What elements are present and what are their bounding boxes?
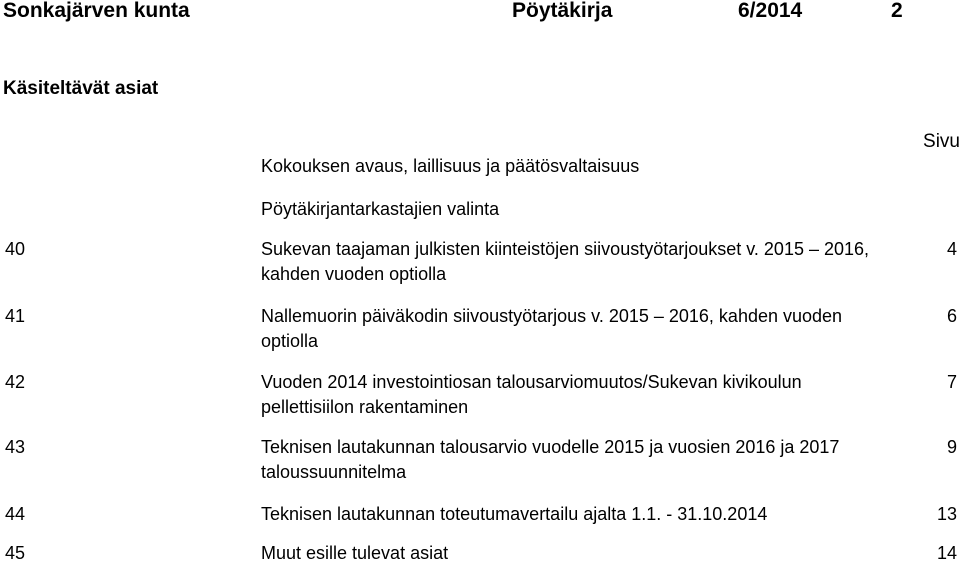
item-number: 45 [5,543,26,563]
item-title: Muut esille tulevat asiat [261,543,449,563]
section-title: Käsiteltävät asiat [3,78,159,99]
item-title: Teknisen lautakunnan toteutumavertailu ajalta 1.1. - 31.10.2014 [261,504,768,524]
item-number: 42 [5,372,26,392]
item-number: 40 [5,239,26,259]
page-number: 2 [891,0,903,22]
item-page: 14 [936,543,957,563]
item-title: Teknisen lautakunnan talousarvio vuodelle 2015 ja vuosien 2016 ja 2017 taloussuunnitelma [261,437,840,482]
item-page: 7 [946,372,957,392]
item-page: 13 [936,504,957,524]
document-number: 6/2014 [738,0,803,22]
item-page: 9 [946,437,957,457]
organization-name: Sonkajärven kunta [3,0,190,22]
item-title: Vuoden 2014 investointiosan talousarviomuutos/Sukevan kivikoulun pellettisiilon rakentaminen [261,372,802,417]
item-number: 43 [5,437,26,457]
item-title: Kokouksen avaus, laillisuus ja päätösvaltaisuus [261,156,640,176]
item-title: Nallemuorin päiväkodin siivoustyötarjous v. 2015 – 2016, kahden vuoden optiolla [261,306,843,351]
item-number: 44 [5,504,26,524]
item-number: 41 [5,306,26,326]
document-type: Pöytäkirja [512,0,613,22]
item-page: 4 [946,239,957,259]
item-title: Pöytäkirjantarkastajien valinta [261,199,500,219]
item-title: Sukevan taajaman julkisten kiinteistöjen siivoustyötarjoukset v. 2015 – 2016, kahden vuoden optiolla [261,239,870,284]
page-column-label: Sivu [923,131,960,152]
item-page: 6 [946,306,957,326]
